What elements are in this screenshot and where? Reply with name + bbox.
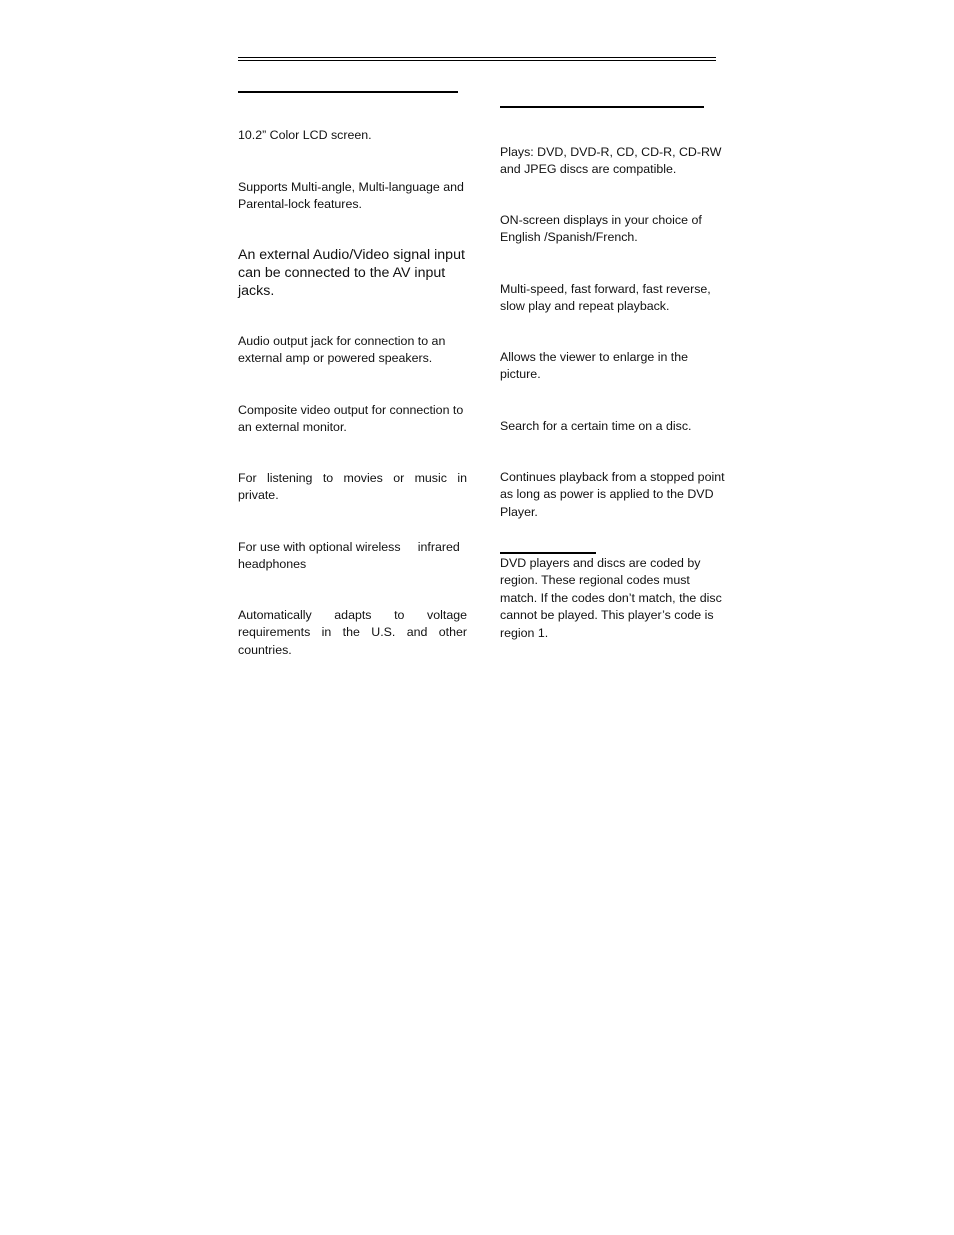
feature-resume: Continues playback from a stopped point as long as power is applied to the DVD Player. — [500, 470, 725, 519]
feature-infrared-headphones: For use with optional wireless infrared headphones — [238, 540, 464, 572]
feature-audio-output: Audio output jack for connection to an external amp or powered speakers. — [238, 334, 446, 366]
feature-headphone-jack: For listening to movies or music in private. — [238, 471, 467, 503]
feature-av-input: An external Audio/Video signal input can be connected to the AV input jacks. — [238, 247, 465, 299]
region-code-text: DVD players and discs are coded by region. These regional codes must match. If the codes don’t match, the disc cannot be played. This player’s code is region 1. — [500, 556, 722, 640]
feature-multi-speed: Multi-speed, fast forward, fast reverse, slow play and repeat playback. — [500, 282, 711, 314]
feature-video-output: Composite video output for connection to an external monitor. — [238, 403, 464, 435]
feature-disc-compatibility: Plays: DVD, DVD-R, CD, CD-R, CD-RW and JPEG discs are compatible. — [500, 145, 722, 177]
top-double-rule — [238, 57, 716, 61]
region-heading-rule — [500, 552, 596, 554]
feature-voltage: Automatically adapts to voltage requirements in the U.S. and other countries. — [238, 608, 467, 657]
feature-time-search: Search for a certain time on a disc. — [500, 419, 692, 433]
feature-on-screen-display: ON-screen displays in your choice of English /Spanish/French. — [500, 213, 702, 245]
left-section-heading-rule — [238, 91, 458, 93]
feature-multi-angle: Supports Multi-angle, Multi-language and Parental-lock features. — [238, 180, 464, 212]
right-section-heading-rule — [500, 106, 704, 108]
feature-zoom: Allows the viewer to enlarge in the picture. — [500, 350, 689, 382]
feature-lcd-screen: 10.2” Color LCD screen. — [238, 128, 372, 142]
